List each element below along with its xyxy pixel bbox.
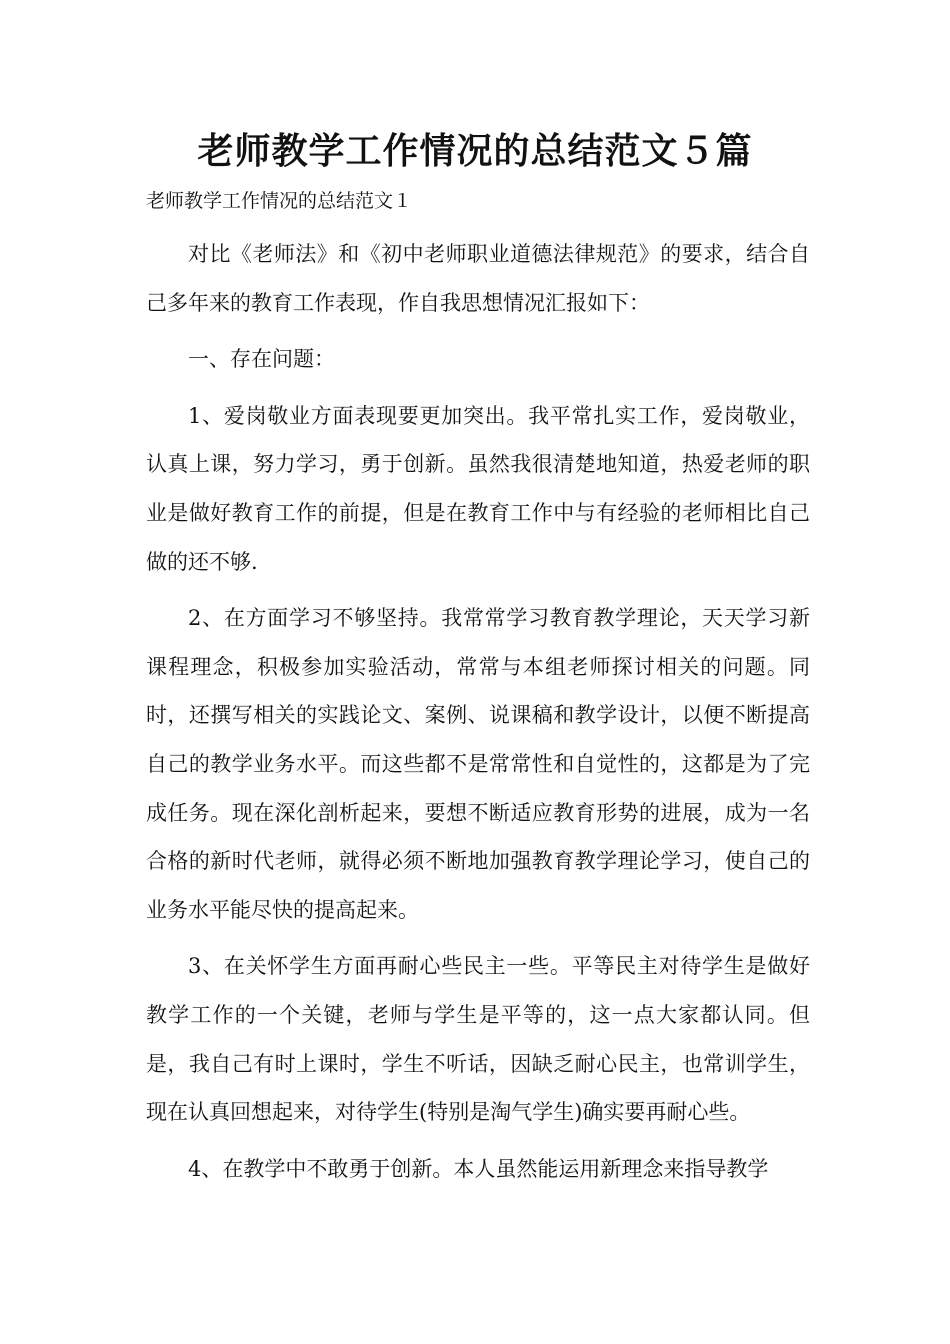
document-body xyxy=(146,230,810,1201)
document-title: 老师教学工作情况的总结范文５篇 xyxy=(197,131,753,172)
paragraph-point-4: 4、在教学中不敢勇于创新。本人虽然能运用新理念来指导教学 xyxy=(188,1156,769,1181)
paragraph-intro: 对比《老师法》和《初中老师职业道德法律规范》的要求，结合自己多年来的教育工作表现，作自我思想情况汇报如下： xyxy=(146,242,810,315)
paragraph-point-1: 1、爱岗敬业方面表现要更加突出。我平常扎实工作，爱岗敬业，认真上课，努力学习，勇于创新。虽然我很清楚地知道，热爱老师的职业是做好教育工作的前提，但是在教育工作中与有经验的老师相比自己做的还不够. xyxy=(146,403,810,574)
paragraph-heading-problems: 一、存在问题： xyxy=(188,347,335,372)
paragraph-point-3: 3、在关怀学生方面再耐心些民主一些。平等民主对待学生是做好教学工作的一个关键，老师与学生是平等的，这一点大家都认同。但是，我自己有时上课时，学生不听话，因缺乏耐心民主，也常训学生，现在认真回想起来，对待学生(特别是淘气学生)确实要再耐心些。 xyxy=(146,954,810,1125)
paragraph-point-2: 2、在方面学习不够坚持。我常常学习教育教学理论，天天学习新课程理念，积极参加实验活动，常常与本组老师探讨相关的问题。同时，还撰写相关的实践论文、案例、说课稿和教学设计，以便不断提高自己的教学业务水平。而这些都不是常常性和自觉性的，这都是为了完成任务。现在深化剖析起来，要想不断适应教育形势的进展，成为一名合格的新时代老师，就得必须不断地加强教育教学理论学习，使自己的业务水平能尽快的提高起来。 xyxy=(146,606,810,922)
section-subtitle: 老师教学工作情况的总结范文１ xyxy=(146,190,413,212)
